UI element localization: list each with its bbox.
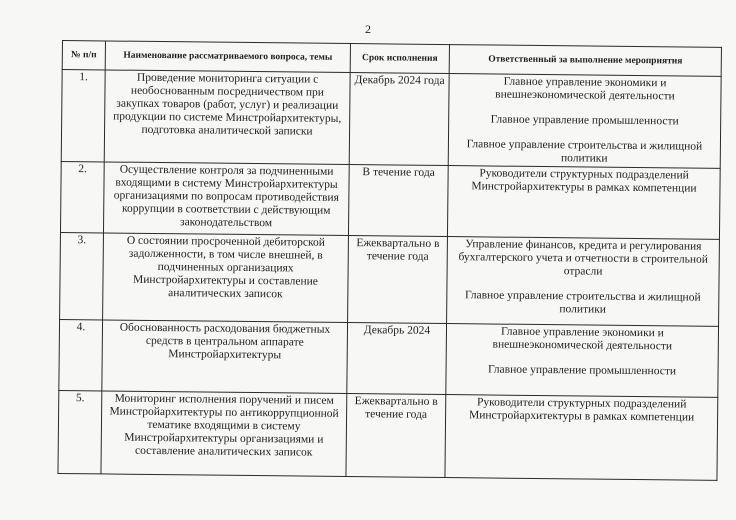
responsible-line: Управление финансов, кредита и регулирования бухгалтерского учета и отчетности в строительной отрасли	[458, 238, 709, 278]
table-row	[61, 70, 721, 169]
row-question: Осуществление контроля за подчиненными входящими в систему Минстройархитектуры организациями по вопросам противодействия коррупции в соответствии с действующим законодательством	[103, 162, 349, 236]
responsible-line: Главное управление экономики и внешнеэкономической деятельности	[495, 75, 675, 103]
row-term: В течение года	[348, 165, 448, 237]
row-num: 1.	[61, 70, 105, 162]
plan-table	[57, 40, 722, 481]
row-term: Ежеквартально в течение года	[346, 394, 446, 478]
responsible-line: Руководители структурных подразделений Минстройархитектуры в рамках компетенции	[471, 167, 697, 195]
table-row	[60, 161, 720, 239]
row-num: 4.	[59, 319, 103, 390]
table-row	[60, 232, 720, 326]
responsible-line: Главное управление промышленности	[490, 113, 679, 128]
header-term: Срок исполнения	[350, 44, 449, 74]
row-question: О состоянии просроченной дебиторской задолженности, в том числе внешней, в подчиненных организациях Минстройархитектуры и составление аналитических записок	[103, 233, 349, 323]
row-question: Проведение мониторинга ситуации с необоснованным посредничеством при закупках товаров (работ, услуг) и реализации продукции по системе Минстройархитектуры, подготовка аналитической записки	[104, 70, 350, 165]
page-number: 2	[365, 22, 371, 36]
header-question: Наименование рассматриваемого вопроса, темы	[105, 41, 350, 73]
row-responsible	[445, 395, 718, 481]
row-question: Мониторинг исполнения поручений и писем Минстройархитектуры по антикоррупционной тематике входящими в систему Минстройархитектуры организациями и составление аналитических записок	[101, 391, 347, 477]
row-num: 2.	[60, 161, 104, 232]
responsible-line: Главное управление промышленности	[487, 363, 677, 378]
row-question: Обоснованность расходования бюджетных средств в центральном аппарате Минстройархитектуры	[102, 320, 348, 394]
row-term: Декабрь 2024 года	[349, 73, 449, 166]
row-responsible	[447, 166, 720, 240]
header-responsible: Ответственный за выполнение мероприятия	[449, 45, 721, 77]
responsible-line: Главное управление строительства и жилищной политики	[466, 138, 703, 165]
row-num: 3.	[60, 232, 104, 319]
header-num: № п/п	[62, 41, 105, 70]
row-responsible	[446, 324, 719, 398]
table-row	[58, 390, 718, 480]
row-responsible	[448, 74, 721, 169]
row-term: Декабрь 2024	[347, 323, 447, 395]
responsible-line: Главное управление экономики и внешнеэкономической деятельности	[492, 325, 673, 353]
responsible-line: Руководители структурных подразделений Минстройархитектуры в рамках компетенции	[468, 396, 695, 424]
responsible-line: Главное управление строительства и жилищной политики	[464, 289, 701, 316]
row-term: Ежеквартально в течение года	[348, 236, 448, 324]
row-responsible	[447, 237, 720, 327]
table-row	[59, 319, 719, 397]
row-num: 5.	[58, 390, 102, 473]
